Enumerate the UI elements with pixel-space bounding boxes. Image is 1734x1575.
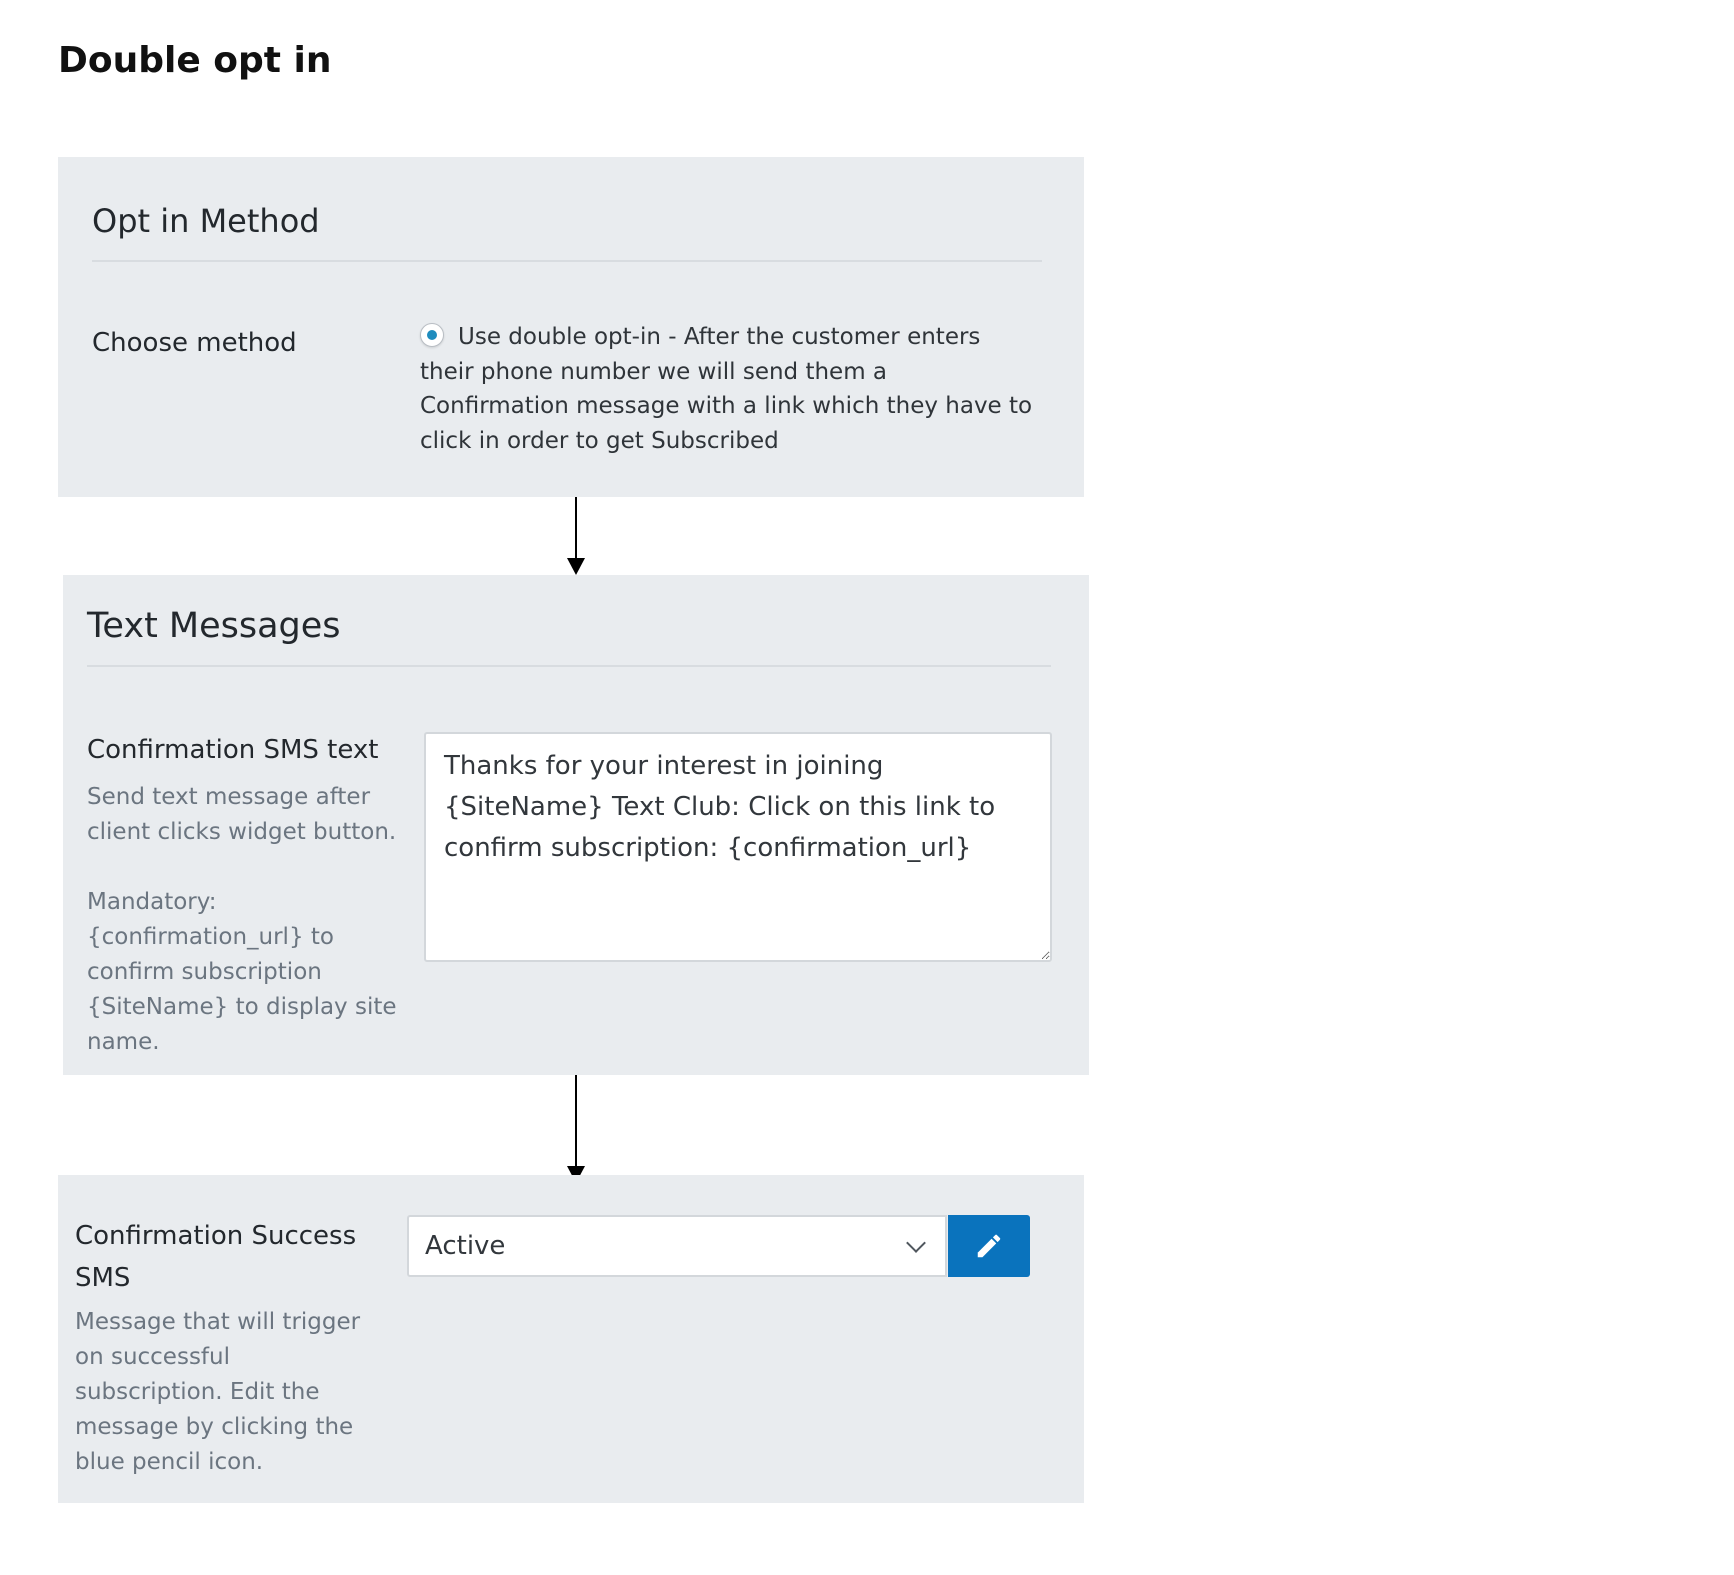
mandatory-line: {SiteName} to display site [87, 994, 397, 1020]
mandatory-line: {confirmation_url} to [87, 924, 334, 950]
text-messages-divider [87, 665, 1051, 667]
flow-arrow-1 [575, 497, 577, 559]
opt-in-method-heading: Opt in Method [92, 202, 320, 240]
mandatory-line: Mandatory: [87, 889, 217, 915]
page-title: Double opt in [58, 40, 332, 81]
confirmation-success-label: Confirmation Success SMS [75, 1221, 357, 1293]
text-messages-heading: Text Messages [87, 606, 341, 646]
select-value: Active [425, 1231, 506, 1261]
double-opt-in-radio[interactable] [420, 323, 444, 347]
mandatory-line: confirm subscription [87, 959, 322, 985]
confirmation-sms-description: Send text message after client clicks widget button. [87, 784, 397, 845]
mandatory-line: name. [87, 1029, 160, 1055]
pencil-icon [974, 1231, 1004, 1261]
confirmation-success-select[interactable] [407, 1215, 947, 1277]
confirmation-success-description: Message that will trigger on successful subscription. Edit the message by clicking the blue pencil icon. [75, 1309, 361, 1475]
confirmation-sms-label: Confirmation SMS text [87, 735, 379, 765]
mandatory-placeholders-note [87, 885, 407, 1060]
double-opt-in-option[interactable] [420, 320, 1040, 458]
confirmation-sms-textarea[interactable] [424, 732, 1052, 962]
flow-arrow-2 [575, 1075, 577, 1167]
choose-method-label: Choose method [92, 328, 297, 358]
edit-message-button[interactable] [948, 1215, 1030, 1277]
opt-in-divider [92, 260, 1042, 262]
chevron-down-icon [906, 1233, 926, 1253]
double-opt-in-label: Use double opt-in - After the customer enters their phone number we will send them a Confirmation message with a link which they have to click in order to get Subscribed [420, 324, 1033, 454]
